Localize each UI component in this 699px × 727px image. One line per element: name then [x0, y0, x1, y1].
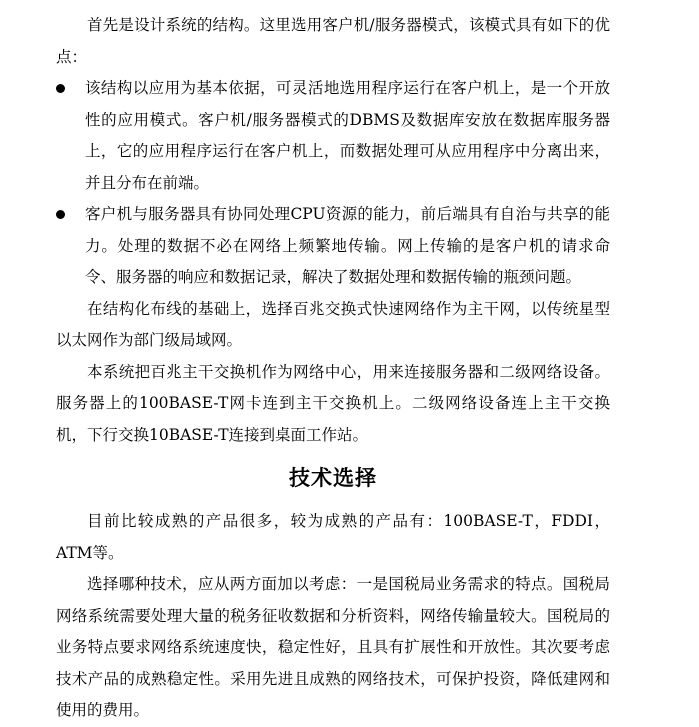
bullet-text: 该结构以应用为基本依据，可灵活地选用程序运行在客户机上，是一个开放性的应用模式。客户机/服务器模式的DBMS及数据库安放在数据库服务器上，它的应用程序运行在客户机上，而数据处理可从应用程序中分离出来，并且分布在前端。 — [85, 79, 610, 192]
bullet-dot-icon — [56, 84, 65, 93]
bullet-dot-icon — [56, 210, 65, 219]
network-center-paragraph: 本系统把百兆主干交换机作为网络中心，用来连接服务器和二级网络设备。服务器上的100BASE-T网卡连到主干交换机上。二级网络设备连上主干交换机，下行交换10BASE-T连接到桌面工作站。 — [56, 362, 610, 444]
bullet-item-2 — [56, 199, 610, 294]
section-heading: 技术选择 — [289, 465, 377, 490]
intro-paragraph: 首先是设计系统的结构。这里选用客户机/服务器模式，该模式具有如下的优点： — [56, 16, 610, 66]
backbone-paragraph: 在结构化布线的基础上，选择百兆交换式快速网络作为主干网，以传统星型以太网作为部门级局域网。 — [56, 299, 610, 349]
selection-paragraph: 选择哪种技术，应从两方面加以考虑：一是国税局业务需求的特点。国税局网络系统需要处理大量的税务征收数据和分析资料，网络传输量较大。国税局的业务特点要求网络系统速度快，稳定性好，且具有扩展性和开放性。其次要考虑技术产品的成熟稳定性。采用先进且成熟的网络技术，可保护投资，降低建网和使用的费用。 — [56, 575, 610, 719]
bullet-item-1 — [56, 73, 610, 199]
bullet-text: 客户机与服务器具有协同处理CPU资源的能力，前后端具有自治与共享的能力。处理的数据不必在网络上频繁地传输。网上传输的是客户机的请求命令、服务器的响应和数据记录，解决了数据处理和数据传输的瓶颈问题。 — [85, 205, 610, 286]
document-page — [56, 10, 610, 727]
products-paragraph: 目前比较成熟的产品很多，较为成熟的产品有：100BASE-T，FDDI，ATM等。 — [56, 512, 610, 562]
